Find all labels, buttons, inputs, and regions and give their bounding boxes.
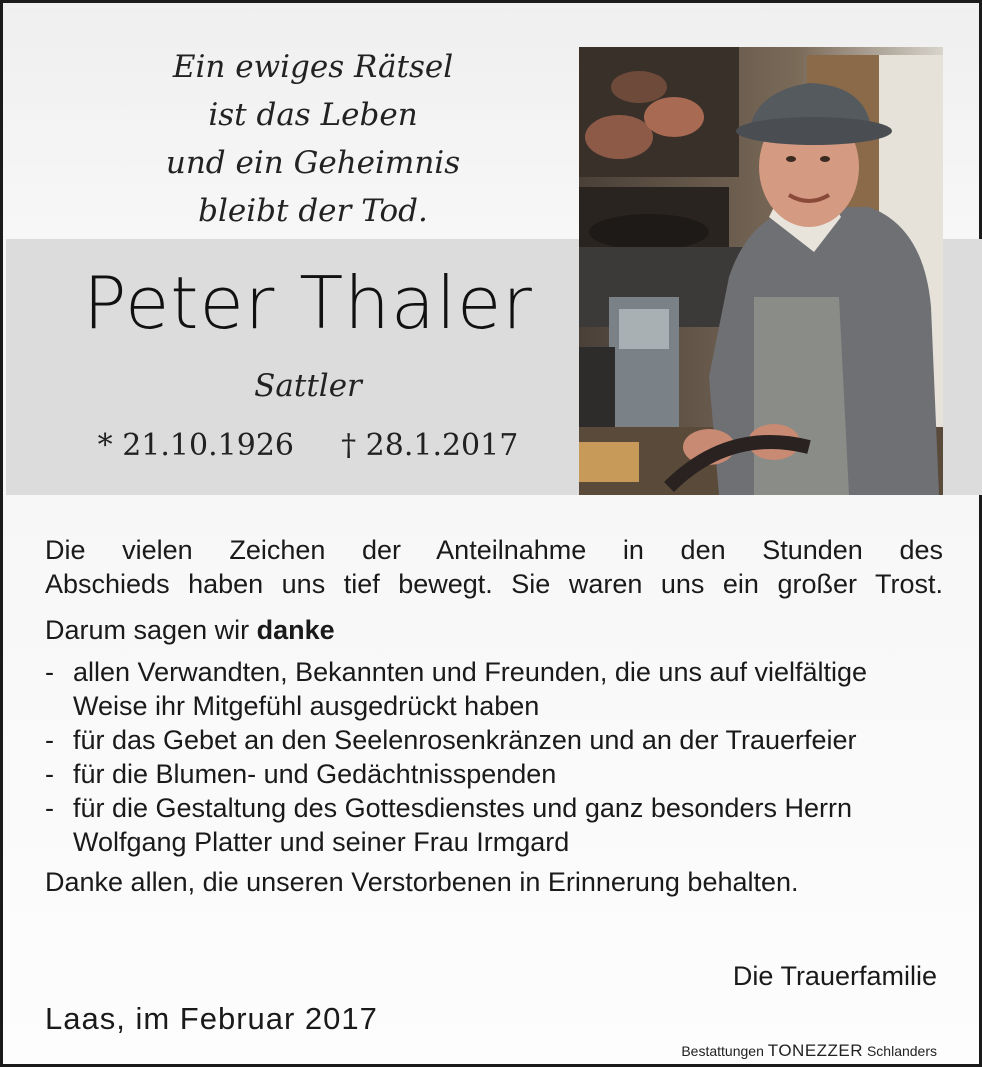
list-dash: -: [45, 725, 54, 755]
deceased-profession: Sattler: [254, 368, 362, 404]
list-dash: -: [45, 793, 54, 823]
undertaker-credit: [681, 1041, 937, 1061]
place-date: Laas, im Februar 2017: [45, 1001, 378, 1036]
life-dates: [43, 428, 573, 463]
closing-line: Danke allen, die unseren Verstorbenen in Erinnerung behalten.: [45, 867, 799, 897]
verse-line: bleibt der Tod.: [198, 193, 428, 229]
deceased-name: Peter Thaler: [83, 261, 533, 345]
thanks-prefix: Darum sagen wir: [45, 615, 250, 645]
message-body: [45, 533, 943, 899]
birth-symbol: *: [97, 428, 113, 463]
undertaker-city: Schlanders: [866, 1043, 937, 1059]
intro-line: Abschieds haben uns tief bewegt. Sie waren uns ein großer Trost.: [45, 569, 943, 599]
undertaker-name: TONEZZER: [767, 1041, 864, 1060]
list-item-text: allen Verwandten, Bekannten und Freunden, die uns auf vielfältige Weise ihr Mitgefühl ausgedrückt haben: [73, 657, 868, 721]
thanks-word: danke: [256, 615, 335, 645]
list-item-text: für die Gestaltung des Gottesdienstes und ganz besonders Herrn Wolfgang Platter und seiner Frau Irmgard: [73, 793, 852, 857]
verse-line: und ein Geheimnis: [165, 145, 461, 181]
list-item: [45, 655, 943, 723]
death-date: 28.1.2017: [365, 428, 519, 463]
birth-date: 21.10.1926: [122, 428, 294, 463]
signature: Die Trauerfamilie: [732, 961, 937, 991]
list-dash: -: [45, 759, 54, 789]
death-cross-icon: †: [341, 428, 357, 463]
undertaker-prefix: Bestattungen: [681, 1043, 764, 1059]
list-item: [45, 791, 943, 859]
list-item-text: für das Gebet an den Seelenrosenkränzen und an der Trauerfeier: [73, 725, 857, 755]
verse-line: Ein ewiges Rätsel: [172, 49, 454, 85]
portrait-photo-icon: [579, 47, 943, 495]
thanks-heading: [45, 613, 943, 647]
memorial-verse: [103, 43, 523, 235]
list-item: [45, 723, 943, 757]
list-item-text: für die Blumen- und Gedächtnisspenden: [73, 759, 557, 789]
intro-paragraph: [45, 533, 943, 601]
intro-line: Die vielen Zeichen der Anteilnahme in den Stunden des: [45, 535, 943, 565]
thanks-list: [45, 655, 943, 859]
verse-line: ist das Leben: [208, 97, 418, 133]
list-item: [45, 757, 943, 791]
list-dash: -: [45, 657, 54, 687]
